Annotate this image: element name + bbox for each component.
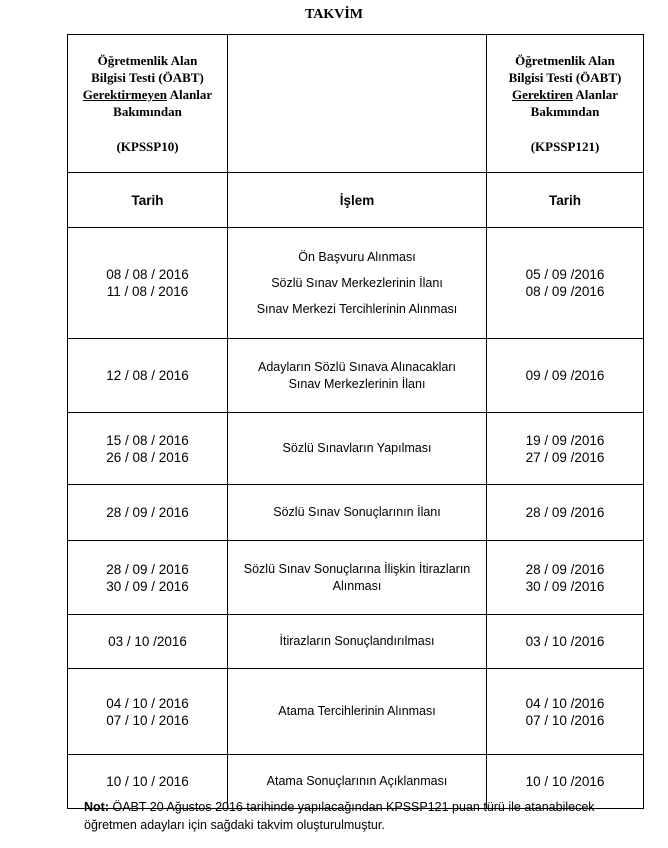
date-left-cell-text: 15 / 08 / 2016 (106, 432, 189, 448)
date-right-cell-text: 09 / 09 /2016 (525, 368, 605, 383)
note-label: Not: (84, 800, 109, 814)
date-left-cell (68, 485, 228, 541)
table-row (68, 669, 644, 755)
header-right-line: Bilgisi Testi (ÖABT) (508, 70, 622, 85)
column-operation: İşlem (228, 173, 487, 228)
date-right-cell-text: 04 / 10 /2016 (525, 695, 605, 711)
operation-cell (228, 413, 487, 485)
date-right-cell (487, 339, 644, 413)
operation-cell-text: Atama Sonuçlarının Açıklanması (266, 774, 448, 788)
operation-cell (228, 669, 487, 755)
date-right-cell (487, 413, 644, 485)
table-row (68, 413, 644, 485)
date-right-cell-text: 07 / 10 /2016 (525, 712, 605, 728)
header-right-line: Öğretmenlik Alan (515, 53, 615, 68)
column-date-right: Tarih (487, 173, 644, 228)
note (84, 798, 644, 834)
header-left-line: Bakımından (113, 104, 182, 119)
date-right-cell-text: 03 / 10 /2016 (525, 634, 605, 649)
date-left-cell-text: 12 / 08 / 2016 (106, 368, 189, 383)
date-right-cell-text: 10 / 10 /2016 (525, 774, 605, 789)
date-right-cell-text: 28 / 09 /2016 (525, 505, 605, 520)
operation-cell-text: İtirazların Sonuçlandırılması (279, 634, 435, 648)
operation-cell-text: Sınav Merkezi Tercihlerinin Alınması (256, 301, 458, 316)
date-left-cell-text: 11 / 08 / 2016 (106, 284, 189, 299)
date-right-cell-text: 08 / 09 /2016 (525, 284, 605, 299)
header-right-after: Alanlar (572, 87, 619, 102)
date-right-cell (487, 228, 644, 339)
table-row (68, 615, 644, 669)
table-row (68, 339, 644, 413)
header-left-line: Öğretmenlik Alan (97, 53, 198, 68)
operation-cell-text: Alınması (332, 578, 382, 593)
header-left-code: (KPSSP10) (116, 139, 179, 154)
date-right-cell-text: 19 / 09 /2016 (525, 432, 605, 448)
header-left-line: Bilgisi Testi (ÖABT) (91, 70, 204, 85)
date-left-cell (68, 413, 228, 485)
header-right-line: Bakımından (530, 104, 600, 119)
date-right-cell-text: 05 / 09 /2016 (525, 267, 605, 282)
column-date-left: Tarih (68, 173, 228, 228)
operation-cell-text: Sözlü Sınav Sonuçlarının İlanı (273, 505, 441, 519)
date-left-cell-text: 04 / 10 / 2016 (106, 695, 189, 711)
date-right-cell (487, 541, 644, 615)
header-middle (228, 35, 487, 173)
date-left-cell (68, 228, 228, 339)
operation-cell-text: Sınav Merkezlerinin İlanı (288, 376, 426, 391)
date-left-cell-text: 03 / 10 /2016 (108, 634, 187, 649)
header-right-code: (KPSSP121) (530, 139, 600, 154)
date-left-cell (68, 339, 228, 413)
header-row (68, 35, 644, 173)
calendar-table (67, 34, 644, 809)
date-left-cell-text: 10 / 10 / 2016 (106, 774, 189, 789)
date-right-cell-text: 27 / 09 /2016 (525, 449, 605, 465)
operation-cell-text: Ön Başvuru Alınması (298, 249, 416, 264)
column-header-row (68, 173, 644, 228)
date-left-cell (68, 615, 228, 669)
operation-cell-text: Atama Tercihlerinin Alınması (278, 704, 436, 718)
page-title: TAKVİM (304, 7, 364, 22)
table-row (68, 541, 644, 615)
operation-cell (228, 228, 487, 339)
header-left-after: Alanlar (167, 87, 213, 102)
header-right (487, 35, 644, 173)
operation-cell (228, 485, 487, 541)
date-right-cell (487, 615, 644, 669)
date-left-cell-text: 07 / 10 / 2016 (106, 712, 189, 728)
header-left (68, 35, 228, 173)
note-text: ÖABT 20 Ağustos 2016 tarihinde yapılacağından KPSSP121 puan türü ile atanabilecek öğretmen adayları için sağdaki takvim oluşturulmuştur. (84, 800, 595, 832)
date-right-cell-text: 28 / 09 /2016 (525, 561, 605, 577)
date-left-cell-text: 30 / 09 / 2016 (106, 578, 189, 594)
header-left-underlined: Gerektirmeyen (82, 87, 168, 102)
date-left-cell (68, 669, 228, 755)
operation-cell (228, 615, 487, 669)
date-left-cell-text: 26 / 08 / 2016 (106, 449, 189, 465)
operation-cell-text: Sözlü Sınavların Yapılması (282, 441, 432, 455)
operation-cell-text: Adayların Sözlü Sınava Alınacakları (257, 359, 457, 374)
date-right-cell (487, 669, 644, 755)
date-left-cell-text: 28 / 09 / 2016 (106, 561, 189, 577)
table-row (68, 485, 644, 541)
date-left-cell-text: 08 / 08 / 2016 (106, 267, 189, 282)
date-left-cell-text: 28 / 09 / 2016 (106, 505, 189, 520)
operation-cell-text: Sözlü Sınav Sonuçlarına İlişkin İtirazların (243, 561, 471, 576)
operation-cell-text: Sözlü Sınav Merkezlerinin İlanı (271, 275, 443, 290)
header-right-underlined: Gerektiren (511, 87, 573, 102)
operation-cell (228, 541, 487, 615)
table-row (68, 228, 644, 339)
operation-cell (228, 339, 487, 413)
date-right-cell-text: 30 / 09 /2016 (525, 578, 605, 594)
date-left-cell (68, 541, 228, 615)
date-right-cell (487, 485, 644, 541)
